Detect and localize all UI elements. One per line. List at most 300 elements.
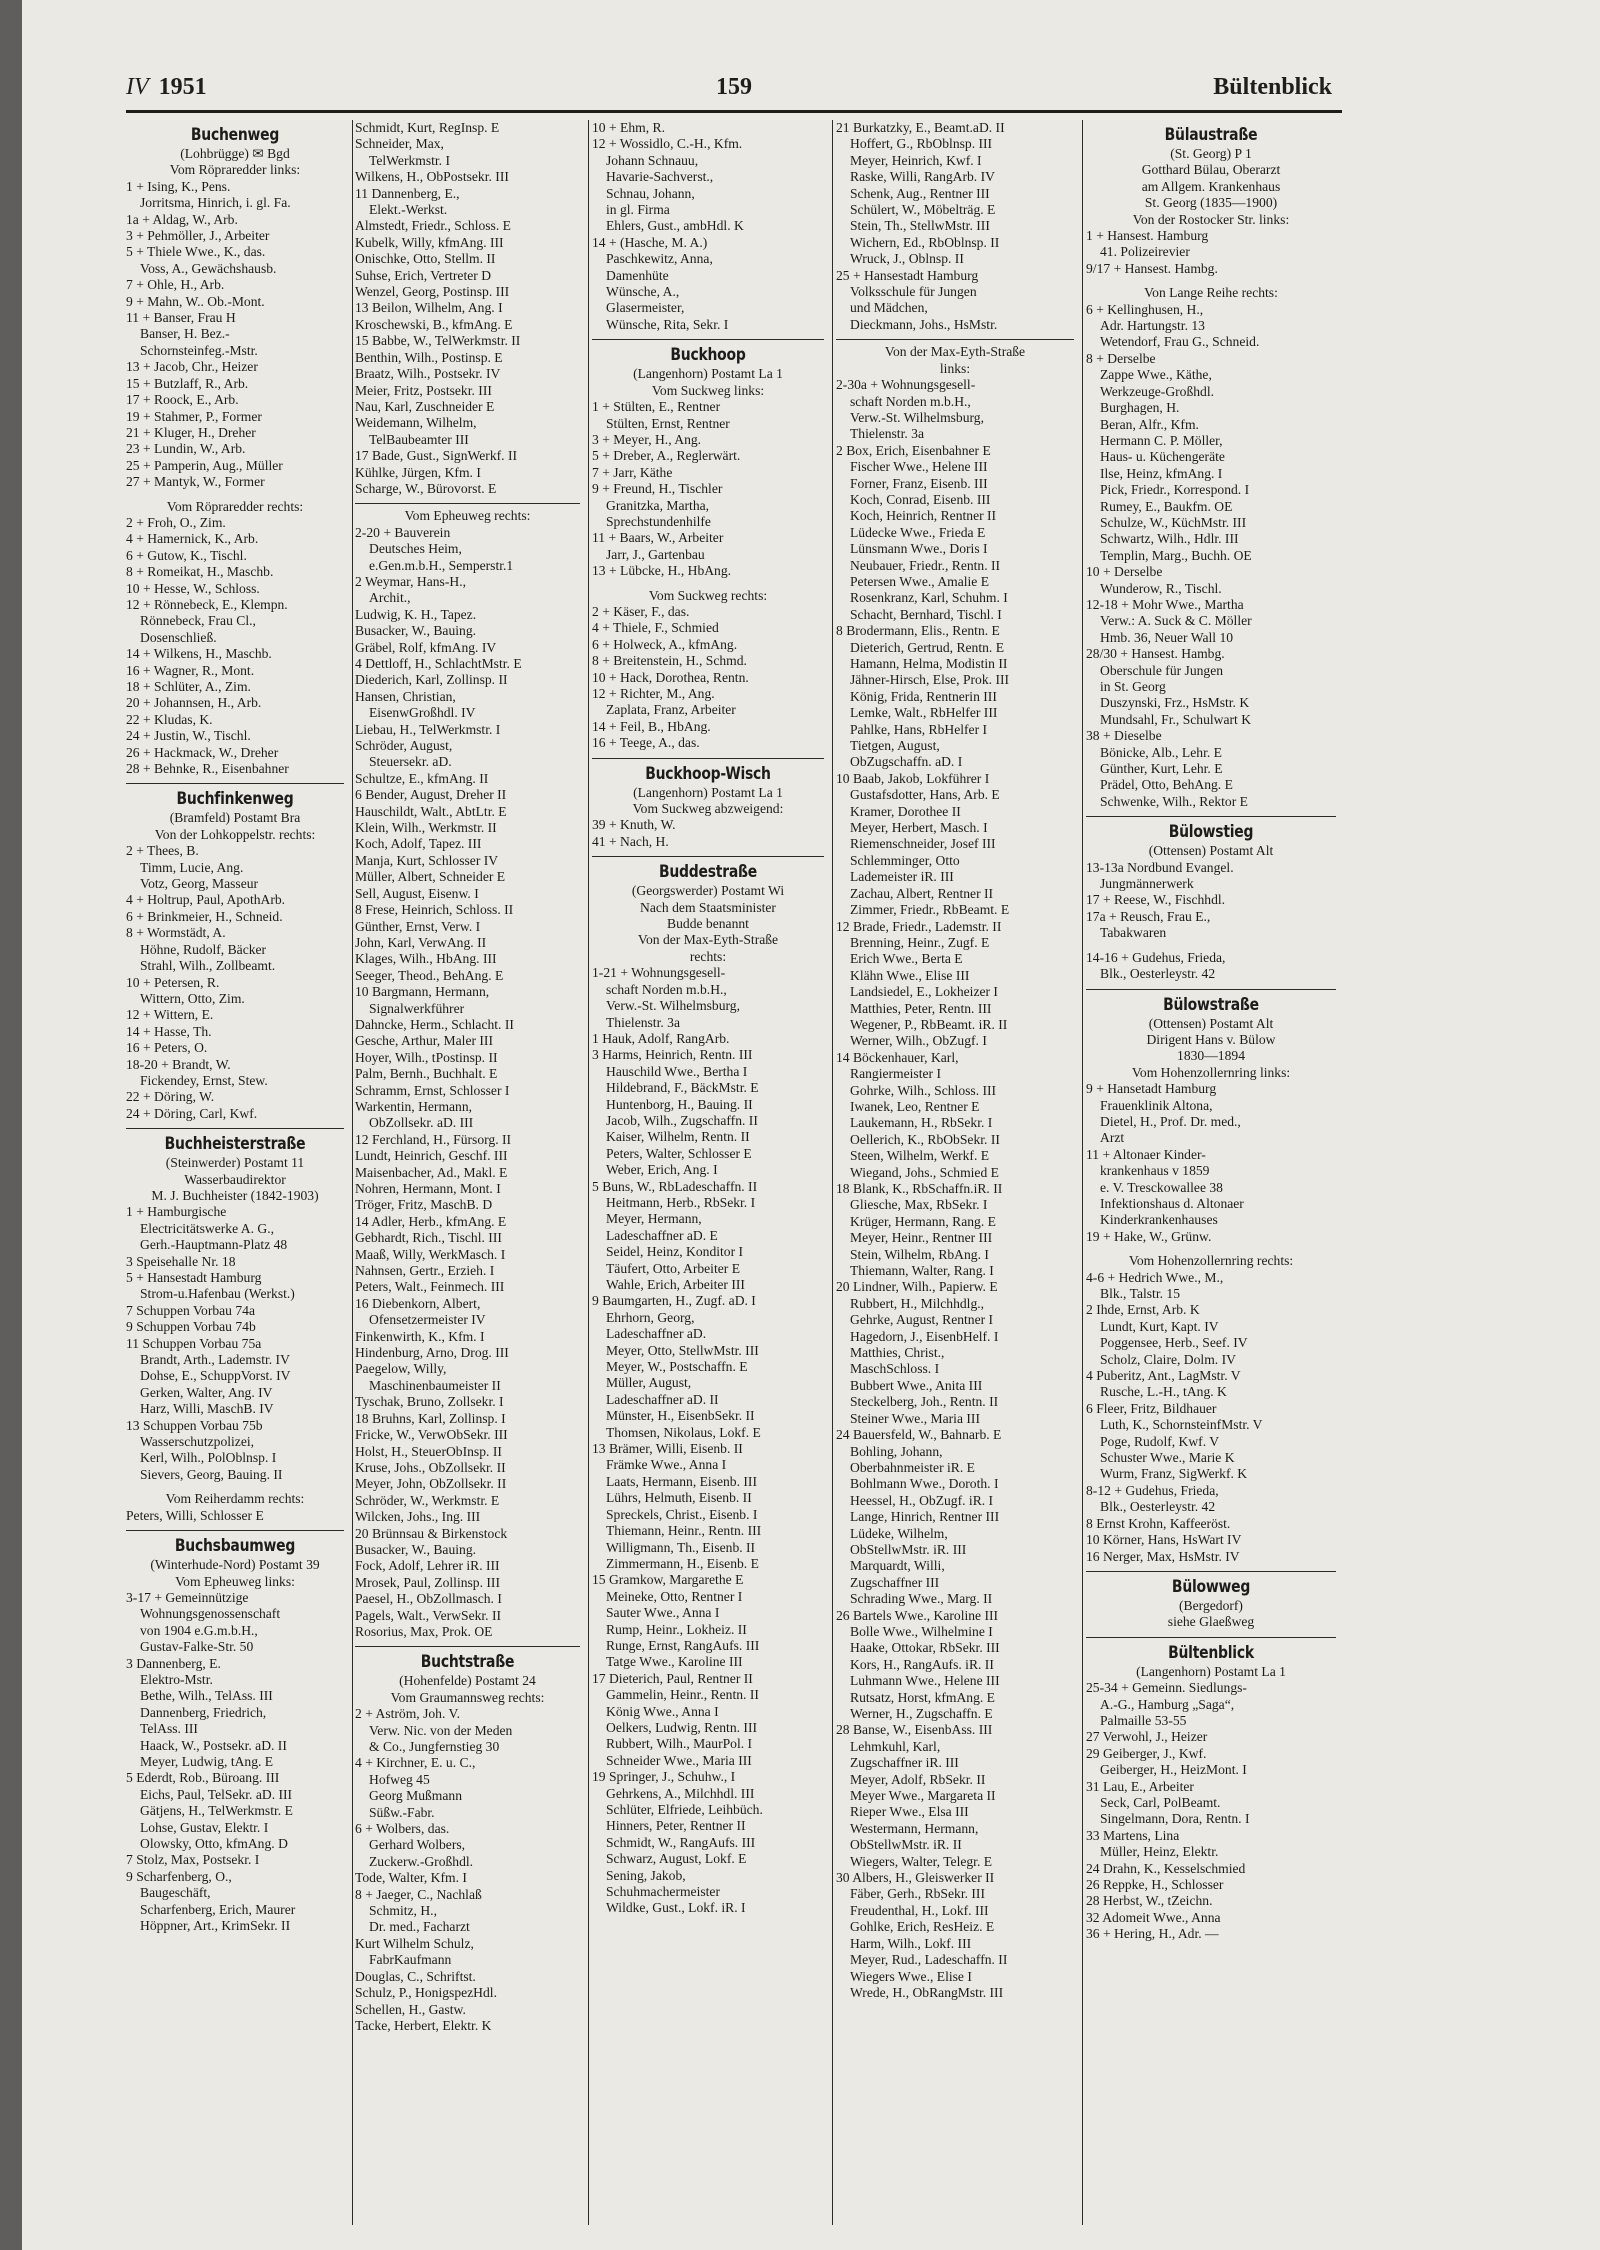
section-note: (Hohenfelde) Postamt 24 — [399, 1673, 536, 1689]
directory-subentry: Harm, Wilh., Lokf. III — [850, 1935, 972, 1951]
directory-subentry: Münster, H., EisenbSekr. II — [606, 1408, 755, 1424]
section-note: Vom Suckweg links: — [651, 382, 765, 398]
directory-subentry: Hermann C. P. Möller, — [1100, 432, 1223, 448]
directory-subentry: Verw.-St. Wilhelmsburg, — [850, 409, 984, 425]
directory-entry: 2 + Käser, F., das. — [592, 603, 690, 619]
directory-entry: 6 + Brinkmeier, H., Schneid. — [126, 908, 283, 924]
directory-subentry: Heessel, H., ObZugf. iR. I — [850, 1492, 994, 1508]
directory-entry: 18-20 + Brandt, W. — [126, 1056, 231, 1072]
directory-subentry: Matthies, Christ., — [850, 1345, 945, 1361]
directory-subentry: Ladeschaffner aD. II — [606, 1391, 719, 1407]
section-note: (Bergedorf) — [1179, 1597, 1243, 1613]
directory-subentry: Meyer, W., Postschaffn. E — [606, 1359, 748, 1375]
directory-subentry: & Co., Jungfernstieg 30 — [369, 1739, 500, 1754]
directory-subentry: Verw. Nic. von der Meden — [369, 1722, 513, 1738]
directory-subentry: Bubbert Wwe., Anita III — [850, 1377, 983, 1393]
directory-entry: 8 + Breitenstein, H., Schmd. — [592, 653, 747, 669]
directory-entry: 18 Bruhns, Karl, Zollinsp. I — [355, 1410, 506, 1426]
directory-subentry: Jungmännerwerk — [1100, 876, 1194, 892]
directory-subentry: Werner, Wilh., ObZugf. I — [850, 1033, 987, 1049]
directory-entry: 2 Ihde, Ernst, Arb. K — [1086, 1302, 1200, 1318]
street-heading: Bülowstraße — [1163, 994, 1259, 1015]
directory-subentry: Havarie-Sachverst., — [606, 169, 714, 185]
directory-subentry: ObZollsekr. aD. III — [369, 1115, 474, 1131]
directory-subentry: Kerl, Wilh., PolOblnsp. I — [140, 1450, 277, 1466]
directory-entry: Wilcken, Johs., Ing. III — [355, 1509, 481, 1525]
directory-subentry: Bethe, Wilh., TelAss. III — [140, 1688, 273, 1704]
directory-entry: 9 + Hansetadt Hamburg — [1086, 1081, 1217, 1097]
directory-subentry: A.-G., Hamburg „Saga“, — [1100, 1696, 1235, 1712]
directory-entry: Schulz, P., HonigspezHdl. — [355, 1985, 497, 2001]
page-number: 159 — [716, 74, 752, 100]
directory-subentry: Thiemann, Walter, Rang. I — [850, 1263, 994, 1279]
directory-entry: 28 Banse, W., EisenbAss. III — [836, 1722, 993, 1738]
directory-subentry: Gustav-Falke-Str. 50 — [140, 1639, 254, 1655]
directory-subentry: Dohse, E., SchuppVorst. IV — [140, 1368, 291, 1384]
directory-entry: Scharge, W., Bürovorst. E — [355, 480, 497, 496]
directory-entry: 12 + Richter, M., Ang. — [592, 686, 715, 701]
directory-subentry: Dannenberg, Friedrich, — [140, 1704, 267, 1720]
directory-subentry: Fickendey, Ernst, Stew. — [140, 1072, 268, 1088]
directory-subentry: Süßw.-Fabr. — [369, 1804, 435, 1820]
directory-entry: Kubelk, Willy, kfmAng. III — [355, 234, 504, 250]
directory-subentry: Georg Mußmann — [369, 1788, 463, 1804]
directory-subentry: Wiegers, Walter, Telegr. E — [850, 1853, 993, 1869]
directory-subentry: Gerh.-Hauptmann-Platz 48 — [140, 1237, 288, 1253]
directory-subentry: Verw.: A. Suck & C. Möller — [1100, 613, 1252, 629]
section-note: (Steinwerder) Postamt 11 — [165, 1155, 305, 1171]
directory-subentry: Schwarz, August, Lokf. E — [606, 1851, 747, 1867]
directory-entry: 23 + Lundin, W., Arb. — [126, 441, 246, 457]
directory-entry: 28/30 + Hansest. Hambg. — [1086, 646, 1225, 662]
directory-entry: 26 Bartels Wwe., Karoline III — [836, 1607, 999, 1623]
section-note: Vom Reiherdamm rechts: — [165, 1491, 305, 1507]
directory-entry: 9 Scharfenberg, O., — [126, 1868, 232, 1884]
directory-entry: 33 Martens, Lina — [1086, 1827, 1180, 1843]
directory-subentry: Wichern, Ed., RbOblnsp. II — [850, 234, 1000, 250]
directory-subentry: Duszynski, Frz., HsMstr. K — [1100, 695, 1250, 711]
directory-subentry: krankenhaus v 1859 — [1100, 1163, 1210, 1179]
directory-subentry: Iwanek, Leo, Rentner E — [850, 1098, 980, 1114]
directory-subentry: EisenwGroßhdl. IV — [369, 705, 476, 721]
directory-entry: 11 Schuppen Vorbau 75a — [126, 1335, 262, 1351]
section-note: Von der Lohkoppelstr. rechts: — [154, 826, 316, 842]
directory-entry: 14 + (Hasche, M. A.) — [592, 234, 708, 250]
directory-subentry: FabrKaufmann — [369, 1952, 452, 1968]
directory-entry: Weidemann, Wilhelm, — [355, 415, 477, 431]
directory-entry: Braatz, Wilh., Postsekr. IV — [355, 366, 501, 382]
directory-subentry: Steiner Wwe., Maria III — [850, 1410, 980, 1426]
column-3 — [592, 120, 833, 2225]
directory-subentry: e.Gen.m.b.H., Semperstr.1 — [369, 557, 514, 573]
directory-entry: 15 Gramkow, Margarethe E — [592, 1572, 744, 1588]
section-note: St. Georg (1835—1900) — [1144, 195, 1278, 211]
directory-entry: 15 Babbe, W., TelWerkmstr. II — [355, 333, 521, 349]
directory-entry: Kurt Wilhelm Schulz, — [355, 1935, 474, 1951]
directory-entry: Tacke, Herbert, Elektr. K — [355, 2017, 492, 2033]
directory-entry: 26 Reppke, H., Schlosser — [1086, 1877, 1224, 1892]
directory-subentry: Hinners, Peter, Rentner II — [606, 1818, 746, 1834]
directory-entry: 14-16 + Gudehus, Frieda, — [1086, 949, 1226, 965]
directory-subentry: Främke Wwe., Anna I — [606, 1457, 727, 1473]
directory-entry: Peters, Walt., Feinmech. III — [355, 1279, 505, 1295]
volume-mark: IV — [126, 74, 149, 100]
directory-subentry: Timm, Lucie, Ang. — [140, 859, 244, 875]
directory-entry: 4 + Kirchner, E. u. C., — [355, 1755, 476, 1771]
directory-subentry: Wiegers Wwe., Elise I — [850, 1968, 972, 1984]
directory-entry: 5 + Thiele Wwe., K., das. — [126, 244, 266, 260]
directory-subentry: Blk., Talstr. 15 — [1100, 1286, 1180, 1301]
directory-entry: Schmidt, Kurt, RegInsp. E — [355, 120, 500, 135]
directory-subentry: Rubbert, Wilh., MaurPol. I — [606, 1736, 753, 1752]
directory-entry: John, Karl, VerwAng. II — [355, 934, 487, 950]
section-note: Budde benannt — [667, 916, 749, 932]
directory-subentry: Adr. Hartungstr. 13 — [1100, 318, 1205, 334]
directory-entry: Maaß, Willy, WerkMasch. I — [355, 1246, 506, 1262]
directory-entry: 11 + Altonaer Kinder- — [1086, 1146, 1206, 1162]
directory-entry: 1 + Ising, K., Pens. — [126, 178, 231, 194]
directory-subentry: Wohnungsgenossenschaft — [140, 1606, 281, 1622]
directory-subentry: Laats, Hermann, Eisenb. III — [606, 1473, 757, 1489]
directory-entry: 1 + Hamburgische — [126, 1204, 227, 1220]
section-note: siehe Glaeßweg — [1167, 1614, 1255, 1630]
directory-entry: 8 Ernst Krohn, Kaffeeröst. — [1086, 1515, 1231, 1531]
directory-entry: Pagels, Walt., VerwSekr. II — [355, 1607, 502, 1623]
section-divider — [836, 339, 1074, 340]
directory-entry: 3 + Pehmöller, J., Arbeiter — [126, 228, 270, 244]
directory-subentry: Strahl, Wilh., Zollbeamt. — [140, 958, 276, 974]
directory-entry: 5 + Dreber, A., Reglerwärt. — [592, 448, 741, 464]
column-1 — [126, 120, 353, 2225]
street-heading: Buckhoop-Wisch — [645, 763, 771, 784]
directory-subentry: Paschkewitz, Anna, — [606, 251, 713, 267]
directory-subentry: Ilse, Heinz, kfmAng. I — [1100, 465, 1223, 481]
directory-entry: 38 + Dieselbe — [1086, 728, 1162, 744]
directory-subentry: Olowsky, Otto, kfmAng. D — [140, 1836, 288, 1851]
directory-entry: 8 + Wormstädt, A. — [126, 925, 226, 941]
directory-subentry: Dieterich, Gertrud, Rentn. E — [850, 639, 1005, 655]
section-divider — [1086, 1571, 1336, 1572]
directory-entry: 5 Ederdt, Rob., Büroang. III — [126, 1770, 280, 1786]
directory-subentry: Hofweg 45 — [369, 1771, 430, 1787]
directory-entry: 13 + Lübcke, H., HbAng. — [592, 563, 732, 579]
directory-entry: 13-13a Nordbund Evangel. — [1086, 859, 1234, 875]
directory-entry: 13 + Jacob, Chr., Heizer — [126, 359, 258, 375]
directory-entry: Schultze, E., kfmAng. II — [355, 770, 489, 786]
directory-subentry: Burghagen, H. — [1100, 400, 1180, 416]
directory-subentry: Voss, A., Gewächshausb. — [140, 260, 277, 276]
directory-entry: Seeger, Theod., BehAng. E — [355, 967, 504, 983]
directory-subentry: Hildebrand, F., BäckMstr. E — [606, 1080, 759, 1096]
directory-subentry: Erich Wwe., Berta E — [850, 951, 963, 967]
directory-entry: 8-12 + Gudehus, Frieda, — [1086, 1482, 1219, 1498]
directory-subentry: Wetendorf, Frau G., Schneid. — [1100, 334, 1260, 350]
directory-subentry: Poge, Rudolf, Kwf. V — [1100, 1433, 1220, 1449]
directory-entry: 2-30a + Wohnungsgesell- — [836, 377, 976, 393]
section-note: Vom Röpraredder links: — [169, 162, 301, 178]
directory-entry: Nahnsen, Gertr., Erzieh. I — [355, 1263, 495, 1279]
section-note: rechts: — [689, 948, 727, 964]
directory-entry: 14 + Hasse, Th. — [126, 1023, 212, 1039]
directory-entry: 6 + Gutow, K., Tischl. — [126, 547, 247, 563]
directory-entry: Günther, Ernst, Verw. I — [355, 918, 481, 934]
directory-subentry: Zimmer, Friedr., RbBeamt. E — [850, 902, 1010, 918]
directory-entry: Rosorius, Max, Prok. OE — [355, 1623, 493, 1639]
directory-subentry: Blk., Oesterleystr. 42 — [1100, 966, 1216, 982]
directory-entry: Müller, Albert, Schneider E — [355, 869, 506, 885]
directory-subentry: Meyer Wwe., Margareta II — [850, 1788, 996, 1804]
directory-subentry: Gerken, Walter, Ang. IV — [140, 1384, 273, 1400]
directory-entry: 20 + Johannsen, H., Arb. — [126, 695, 262, 711]
directory-subentry: Weber, Erich, Ang. I — [606, 1162, 718, 1178]
directory-entry: Koch, Adolf, Tapez. III — [355, 836, 482, 852]
directory-entry: 9 Schuppen Vorbau 74b — [126, 1319, 256, 1335]
directory-entry: 10 Bargmann, Hermann, — [355, 984, 490, 1000]
directory-subentry: Verw.-St. Wilhelmsburg, — [606, 998, 740, 1014]
directory-entry: 12-18 + Mohr Wwe., Martha — [1086, 596, 1244, 612]
directory-subentry: Tabakwaren — [1100, 925, 1167, 941]
directory-subentry: Schornsteinfeg.-Mstr. — [140, 342, 258, 358]
directory-subentry: Zugschaffner III — [850, 1574, 940, 1590]
street-heading: Bülaustraße — [1164, 125, 1258, 145]
directory-subentry: Votz, Georg, Masseur — [140, 876, 259, 892]
directory-subentry: Schnau, Johann, — [606, 185, 695, 201]
section-divider — [592, 856, 824, 857]
section-divider — [126, 783, 344, 784]
directory-entry: Hauschildt, Walt., AbtLtr. E — [355, 803, 507, 819]
directory-subentry: Lundt, Kurt, Kapt. IV — [1100, 1318, 1219, 1334]
directory-entry: Klein, Wilh., Werkmstr. II — [355, 820, 497, 836]
directory-entry: 12 + Wittern, E. — [126, 1007, 214, 1023]
column-5 — [1086, 120, 1336, 2225]
directory-entry: 16 + Teege, A., das. — [592, 735, 700, 751]
spacer — [1086, 942, 1336, 950]
directory-subentry: Täufert, Otto, Arbeiter E — [606, 1260, 740, 1276]
directory-subentry: Schuhmachermeister — [606, 1884, 720, 1900]
directory-entry: 9 + Mahn, W.. Ob.-Mont. — [126, 293, 265, 309]
section-note: (Langenhorn) Postamt La 1 — [1136, 1663, 1286, 1679]
directory-subentry: Steen, Wilhelm, Werkf. E — [850, 1148, 990, 1164]
directory-entry: Sell, August, Eisenw. I — [355, 885, 479, 901]
directory-page — [22, 0, 1600, 2250]
directory-entry: 4 + Thiele, F., Schmied — [592, 620, 719, 636]
directory-subentry: Sievers, Georg, Bauing. II — [140, 1466, 283, 1482]
directory-subentry: Lüdecke Wwe., Frieda E — [850, 524, 986, 540]
directory-subentry: Johann Schnauu, — [606, 152, 699, 168]
directory-entry: Kroschewski, B., kfmAng. E — [355, 316, 513, 332]
directory-subentry: Oberbahnmeister iR. E — [850, 1459, 975, 1475]
directory-entry: Fricke, W., VerwObSekr. III — [355, 1427, 508, 1443]
directory-entry: 1 Hauk, Adolf, RangArb. — [592, 1030, 730, 1046]
directory-subentry: Marquardt, Willi, — [850, 1558, 945, 1574]
directory-entry: Meyer, John, ObZollsekr. II — [355, 1476, 507, 1492]
directory-subentry: Ehrhorn, Georg, — [606, 1309, 695, 1325]
column-4 — [836, 120, 1083, 2225]
directory-subentry: Strom-u.Hafenbau (Werkst.) — [140, 1286, 295, 1302]
directory-entry: 1a + Aldag, W., Arb. — [126, 211, 238, 227]
directory-subentry: Singelmann, Dora, Rentn. I — [1100, 1811, 1250, 1827]
directory-subentry: Bolle Wwe., Wilhelmine I — [850, 1623, 993, 1639]
street-heading: Buchenweg — [190, 125, 280, 145]
directory-subentry: Schülert, W., Möbelträg. E — [850, 202, 996, 218]
directory-subentry: Matthies, Peter, Rentn. III — [850, 1000, 992, 1016]
spacer — [1086, 1245, 1336, 1253]
directory-subentry: Laukemann, H., RbSekr. I — [850, 1115, 993, 1131]
directory-subentry: Gerhard Wolbers, — [369, 1837, 466, 1853]
directory-entry: Meier, Fritz, Postsekr. III — [355, 382, 492, 398]
directory-subentry: Lührs, Helmuth, Eisenb. II — [606, 1490, 752, 1506]
directory-subentry: Stein, Wilhelm, RbAng. I — [850, 1246, 989, 1262]
directory-entry: 10 + Derselbe — [1086, 564, 1163, 580]
directory-entry: Suhse, Erich, Vertreter D — [355, 267, 492, 283]
directory-subentry: Meyer, Hermann, — [606, 1211, 702, 1227]
directory-entry: 17 Dieterich, Paul, Rentner II — [592, 1670, 753, 1686]
directory-entry: 17a + Reusch, Frau E., — [1086, 908, 1211, 924]
directory-subentry: MaschSchloss. I — [850, 1361, 940, 1377]
directory-entry: Dahncke, Herm., Schlacht. II — [355, 1016, 514, 1032]
directory-entry: 26 + Hackmack, W., Dreher — [126, 744, 279, 760]
directory-entry: Fock, Adolf, Lehrer iR. III — [355, 1558, 500, 1574]
directory-subentry: Jorritsma, Hinrich, i. gl. Fa. — [140, 195, 291, 211]
directory-entry: Palm, Bernh., Buchhalt. E — [355, 1066, 498, 1082]
directory-subentry: Banser, H. Bez.- — [140, 326, 230, 342]
section-note: Dirigent Hans v. Bülow — [1146, 1031, 1276, 1047]
directory-subentry: Tatge Wwe., Karoline III — [606, 1654, 743, 1670]
directory-subentry: Willigmann, Th., Eisenb. II — [606, 1539, 756, 1555]
directory-subentry: Gliesche, Max, RbSekr. I — [850, 1197, 988, 1213]
directory-subentry: Seck, Carl, PolBeamt. — [1100, 1794, 1221, 1810]
directory-entry: 17 + Reese, W., Fischhdl. — [1086, 892, 1226, 908]
directory-subentry: Rosenkranz, Karl, Schuhm. I — [850, 590, 1008, 606]
directory-entry: 24 Bauersfeld, W., Bahnarb. E — [836, 1427, 1002, 1443]
directory-subentry: Freudenthal, H., Lokf. III — [850, 1902, 989, 1918]
directory-subentry: Palmaille 53-55 — [1100, 1712, 1187, 1728]
directory-entry: 12 Ferchland, H., Fürsorg. II — [355, 1131, 512, 1147]
directory-entry: Lundt, Heinrich, Geschf. III — [355, 1148, 508, 1164]
directory-entry: 15 + Butzlaff, R., Arb. — [126, 375, 249, 391]
directory-entry: Gräbel, Rolf, kfmAng. IV — [355, 639, 497, 655]
directory-subentry: Klähn Wwe., Elise III — [850, 967, 970, 983]
directory-entry: 2 + Froh, O., Zim. — [126, 514, 226, 530]
directory-subentry: Hagedorn, J., EisenbHelf. I — [850, 1328, 999, 1344]
directory-entry: 39 + Knuth, W. — [592, 817, 676, 833]
section-note: Vom Epheuweg links: — [175, 1573, 295, 1589]
directory-entry: 12 Brade, Friedr., Lademstr. II — [836, 918, 1002, 934]
directory-entry: 14 Böckenhauer, Karl, — [836, 1049, 959, 1065]
spacer — [126, 491, 344, 499]
directory-entry: 20 Lindner, Wilh., Papierw. E — [836, 1279, 998, 1295]
directory-subentry: Lademeister iR. III — [850, 869, 954, 885]
directory-subentry: Bohling, Johann, — [850, 1443, 943, 1459]
directory-entry: 16 + Wagner, R., Mont. — [126, 662, 255, 678]
directory-subentry: Schrading Wwe., Marg. II — [850, 1591, 993, 1607]
directory-entry: Mrosek, Paul, Zollinsp. III — [355, 1574, 500, 1590]
directory-subentry: schaft Norden m.b.H., — [606, 981, 727, 997]
street-heading: Buckhoop — [670, 345, 746, 366]
section-note: Vom Epheuweg rechts: — [404, 508, 531, 524]
directory-subentry: Poggensee, Herb., Seef. IV — [1100, 1335, 1248, 1351]
section-divider — [1086, 989, 1336, 990]
directory-entry: Benthin, Wilh., Postinsp. E — [355, 349, 503, 365]
directory-entry: Schneider, Max, — [355, 136, 444, 152]
directory-entry: 13 Schuppen Vorbau 75b — [126, 1417, 263, 1433]
directory-subentry: Stein, Th., StellwMstr. III — [850, 218, 990, 234]
directory-subentry: ObStellwMstr. iR. III — [850, 1541, 967, 1557]
directory-entry: Tyschak, Bruno, Zollsekr. I — [355, 1394, 504, 1410]
directory-subentry: Oelkers, Ludwig, Rentn. III — [606, 1719, 758, 1735]
directory-entry: 17 + Roock, E., Arb. — [126, 392, 239, 408]
section-note: Nach dem Staatsminister — [640, 899, 776, 915]
directory-subentry: Sprechstundenhilfe — [606, 513, 711, 529]
directory-subentry: Elektro-Mstr. — [140, 1671, 213, 1687]
directory-entry: 28 Herbst, W., tZeichn. — [1086, 1893, 1213, 1909]
directory-entry: 22 + Döring, W. — [126, 1089, 215, 1105]
directory-subentry: und Mädchen, — [850, 300, 928, 316]
directory-entry: 2 Weymar, Hans-H., — [355, 573, 466, 589]
directory-entry: Paegelow, Willy, — [355, 1361, 447, 1377]
directory-subentry: Brenning, Heinr., Zugf. E — [850, 934, 990, 950]
directory-entry: 5 + Hansestadt Hamburg — [126, 1270, 262, 1285]
directory-entry: 25-34 + Gemeinn. Siedlungs- — [1086, 1680, 1247, 1696]
street-heading: Buddestraße — [659, 862, 757, 883]
directory-entry: Liebau, H., TelWerkmstr. I — [355, 721, 501, 737]
section-note: am Allgem. Krankenhaus — [1141, 178, 1281, 194]
directory-subentry: Rump, Heinr., Lokheiz. II — [606, 1621, 747, 1637]
directory-subentry: Riemenschneider, Josef III — [850, 836, 996, 852]
section-divider — [1086, 1637, 1336, 1638]
directory-entry: 6 Bender, August, Dreher II — [355, 787, 507, 803]
directory-subentry: Thielenstr. 3a — [606, 1014, 680, 1030]
directory-entry: 4 + Holtrup, Paul, ApothArb. — [126, 892, 286, 908]
spacer — [1086, 277, 1336, 285]
directory-subentry: Meineke, Otto, Rentner I — [606, 1588, 743, 1604]
directory-subentry: Pick, Friedr., Korrespond. I — [1100, 482, 1250, 498]
directory-subentry: Günther, Kurt, Lehr. E — [1100, 761, 1223, 777]
directory-subentry: Scharfenberg, Erich, Maurer — [140, 1901, 296, 1917]
directory-subentry: Meyer, Otto, StellwMstr. III — [606, 1342, 759, 1358]
directory-entry: Schröder, August, — [355, 738, 453, 754]
directory-entry: 25 + Hansestadt Hamburg — [836, 267, 979, 283]
directory-subentry: Gustafsdotter, Hans, Arb. E — [850, 787, 1000, 803]
section-note: (St. Georg) P 1 — [1170, 146, 1252, 161]
section-note: Vom Suckweg rechts: — [648, 587, 768, 603]
directory-subentry: Eichs, Paul, TelSekr. aD. III — [140, 1786, 293, 1802]
directory-subentry: Arzt — [1100, 1130, 1125, 1146]
section-note: (Bramfeld) Postamt Bra — [169, 810, 301, 826]
directory-entry: 10 Baab, Jakob, Lokführer I — [836, 770, 990, 786]
directory-subentry: Tietgen, August, — [850, 738, 940, 754]
directory-entry: 10 + Hesse, W., Schloss. — [126, 580, 260, 596]
directory-subentry: Damenhüte — [606, 267, 669, 283]
directory-subentry: Schmidt, W., RangAufs. III — [606, 1834, 756, 1850]
directory-entry: Busacker, W., Bauing. — [355, 623, 477, 639]
directory-entry: 2 + Thees, B. — [126, 843, 199, 859]
section-note: (Georgswerder) Postamt Wi — [631, 883, 785, 899]
directory-subentry: König, Frida, Rentnerin III — [850, 688, 997, 704]
directory-entry: Busacker, W., Bauing. — [355, 1541, 477, 1557]
section-note: Vom Hohenzollernring rechts: — [1128, 1253, 1294, 1269]
directory-subentry: Dietel, H., Prof. Dr. med., — [1100, 1113, 1241, 1129]
directory-subentry: Prädel, Otto, BehAng. E — [1100, 777, 1233, 793]
directory-subentry: Dr. med., Facharzt — [369, 1919, 470, 1935]
directory-entry: 5 Buns, W., RbLadeschaffn. II — [592, 1178, 758, 1194]
directory-entry: 11 Dannenberg, E., — [355, 185, 460, 201]
directory-subentry: Bohlmann Wwe., Doroth. I — [850, 1476, 999, 1492]
directory-entry: Nohren, Hermann, Mont. I — [355, 1181, 501, 1196]
directory-subentry: TelAss. III — [140, 1721, 198, 1737]
section-note: Von der Rostocker Str. links: — [1132, 211, 1290, 227]
directory-entry: Manja, Kurt, Schlosser IV — [355, 852, 499, 868]
